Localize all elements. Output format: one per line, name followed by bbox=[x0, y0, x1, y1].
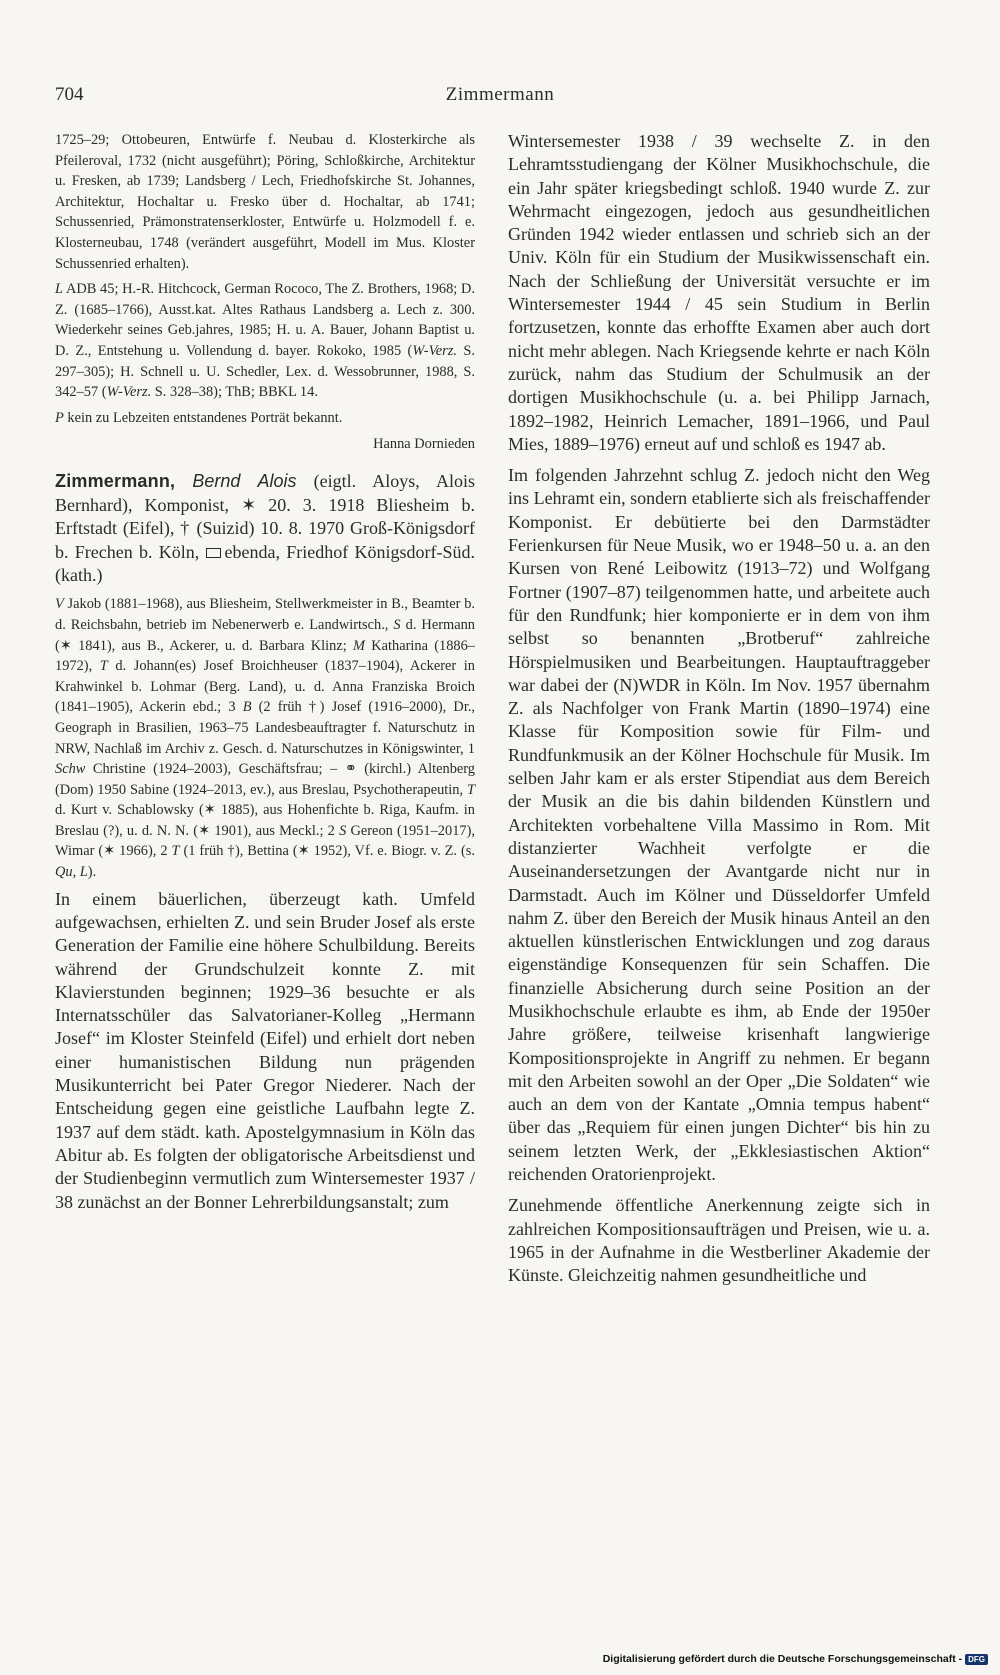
portrait-marker: P bbox=[55, 409, 64, 426]
entry-surname: Zimmermann, bbox=[55, 471, 176, 492]
entry-header: Zimmermann, Bernd Alois (eigtl. Aloys, Alois Bernhard), Komponist, ✶ 20. 3. 1918 Bliesheim b. Erftstadt (Eifel), † (Suizid) 10. 8. 1970 Groß-Königsdorf b. Frechen b. Köln, ebenda, Friedhof Königsdorf-Süd. (kath.) bbox=[55, 471, 475, 585]
running-title: Zimmermann bbox=[445, 84, 555, 105]
grave-icon bbox=[206, 548, 221, 558]
funding-footer bbox=[603, 1653, 988, 1665]
literature-marker: L bbox=[55, 281, 64, 298]
page-number: 704 bbox=[55, 84, 84, 105]
genealogy-section: V Jakob (1881–1968), aus Bliesheim, Stellwerkmeister in B., Beamter b. d. Reichsbahn, betrieb im Nebenerwerb e. Landwirtsch., S d. Hermann (✶ 1841), aus B., Ackerer, u. d. Barbara Klinz; M Katharina (1886–1972), T d. Johann(es) Josef Broichheuser (1837–1904), Ackerer in Krahwinkel b. Lohmar (Berg. Land), u. d. Anna Franziska Broich (1841–1905), Ackerin ebd.; 3 B (2 früh †) Josef (1916–2000), Dr., Geograph in Brasilien, 1963–75 Landesbeauftragter f. Naturschutz in NRW, Nachlaß im Archiv z. Gesch. d. Naturschutzes in Königswinter, 1 Schw Christine (1924–2003), Geschäftsfrau; – ⚭ (kirchl.) Altenberg (Dom) 1950 Sabine (1924–2013, ev.), aus Breslau, Psychotherapeutin, T d. Kurt v. Schablowsky (✶ 1885), aus Hohenfichte b. Riga, Kaufm. in Breslau (?), u. d. N. N. (✶ 1901), aus Meckl.; 2 S Gereon (1951–2017), Wimar (✶ 1966), 2 T (1 früh †), Bettina (✶ 1952), Vf. e. Biogr. v. Z. (s. Qu, L). bbox=[55, 596, 476, 881]
right-column bbox=[508, 130, 930, 1296]
previous-entry-works: 1725–29; Ottobeuren, Entwürfe f. Neubau d. Klosterkirche als Pfeileroval, 1732 (nicht ausgeführt); Pöring, Schloßkirche, Architektur u. Fresken, ab 1739; Landsberg / Lech, Friedhofskirche St. Johannes, Architektur, Hochaltar u. Fresko über d. Hochaltar, ab 1741; Schussenried, Prämonstratenserkloster, Entwürfe u. Holzmodell f. e. Klosterneubau, 1748 (verändert ausgeführt, Modell im Mus. Kloster Schussenried erhalten). bbox=[55, 132, 475, 272]
dfg-logo: DFG bbox=[965, 1654, 988, 1665]
entry-given-names: Bernd Alois bbox=[192, 471, 297, 492]
author-signature: Hanna Dornieden bbox=[373, 436, 475, 453]
biography-paragraph-4: Zunehmende öffentliche Anerkennung zeigte sich in zahlreichen Kompositionsaufträgen und Preisen, wie u. a. 1965 in der Aufnahme in die Westberliner Akademie der Künste. Gleichzeitig nahmen gesundheitliche und bbox=[508, 1195, 930, 1286]
biography-paragraph-2: Wintersemester 1938 / 39 wechselte Z. in den Lehramtsstudiengang der Kölner Musikhochschule, die ein Jahr später kriegsbedingt schloß. 1940 wurde Z. zur Wehrmacht eingezogen, jedoch aus gesundheitlichen Gründen 1942 wieder entlassen und schrieb sich an der Univ. Köln für ein Studium der Musikwissenschaft ein. Nach der Schließung der Universität versuchte er im Wintersemester 1944 / 45 sein Studium in Berlin fortzusetzen, konnte das erhoffte Examen aber auch dort nicht mehr ablegen. Nach Kriegsende kehrte er nach Köln zurück, nahm das Studium der Schulmusik an der dortigen Musikhochschule (u. a. bei Philipp Jarnach, 1892–1982, Heinrich Lemacher, 1891–1966, und Paul Mies, 1889–1976) erneut auf und schloß es 1947 ab. bbox=[508, 131, 930, 454]
biography-paragraph-3: Im folgenden Jahrzehnt schlug Z. jedoch nicht den Weg ins Lehramt ein, sondern etablierte sich als freischaffender Komponist. Er debütierte bei den Darmstädter Ferienkursen für Neue Musik, wo er 1948–50 u. a. an den Kursen von René Leibowitz (1913–72) und Wolfgang Fortner (1907–87) teilgenommen hatte, und arbeitete auch für den Rundfunk; hier komponierte er in dem von ihm selbst so benannten „Brotberuf“ zahlreiche Hörspielmusiken und Bearbeitungen. Hauptauftraggeber war dabei der (N)WDR in Köln. Im Nov. 1957 übernahm Z. als Nachfolger von Frank Martin (1890–1974) eine Klasse für Komposition sowie für Film- und Rundfunkmusik an der Kölner Hochschule für Musik. Im selben Jahr kam er als erster Stipendiat aus dem Bereich der Musik an die bis dahin bildenden Künstlern und Architekten vorbehaltene Villa Massimo in Rom. Mit distanzierter Wachheit verfolgte er die Auseinandersetzungen der Avantgarde nicht nur in Darmstadt. Auch im Kölner und Düsseldorfer Umfeld nahm Z. über den Bereich der Musik hinaus Anteil an den aktuellen künstlerischen Entwicklungen und zog daraus eigenständige Konsequenzen für sein Schaffen. Die finanzielle Absicherung durch seine Position an der Musikhochschule erlaubte es ihm, ab Ende der 1950er Jahre größere, teilweise krisenhaft langwierige Kompositionsprojekte in Angriff zu nehmen. Er begann mit den Arbeiten sowohl an der Oper „Die Soldaten“ wie auch an dem von der Kantate „Omnia tempus habent“ über das „Requiem für einen jungen Dichter“ bis hin zu seinem letzten Werk, der „Ekklesiastischen Aktion“ reichenden Oratorienprojekt. bbox=[508, 465, 930, 1185]
literature-section: L ADB 45; H.-R. Hitchcock, German Rococo, The Z. Brothers, 1968; D. Z. (1685–1766), Ausst.kat. Altes Rathaus Landsberg a. Lech z. 300. Wiederkehr seines Geb.jahres, 1985; H. u. A. Bauer, Johann Baptist u. D. Z., Entstehung u. Vollendung d. bayer. Rokoko, 1985 (W-Verz. S. 297–305); H. Schnell u. U. Schedler, Lex. d. Wessobrunner, 1988, S. 342–57 (W-Verz. S. 328–38); ThB; BBKL 14. bbox=[55, 281, 475, 401]
funding-note: Digitalisierung gefördert durch die Deutsche Forschungsgemeinschaft - bbox=[602, 1653, 963, 1665]
left-column bbox=[55, 130, 475, 1222]
biography-paragraph-1: In einem bäuerlichen, überzeugt kath. Umfeld aufgewachsen, erhielten Z. und sein Bruder Josef als erste Generation der Familie eine höhere Schulbildung. Bereits während der Grundschulzeit konnte Z. mit Klavierstunden beginnen; 1929–36 besuchte er als Internatsschüler das Salvatorianer-Kolleg „Hermann Josef“ im Kloster Steinfeld (Eifel) und erhielt dort neben einer humanistischen Bildung nun prägenden Musikunterricht bei Pater Gregor Niederer. Nach der Entscheidung gegen eine geistliche Laufbahn legte Z. 1937 auf dem städt. kath. Apostelgymnasium in Köln das Abitur ab. Es folgten der obligatorische Arbeitsdienst und der Studienbeginn vermutlich zum Wintersemester 1937 / 38 zunächst an der Bonner Lehrerbildungsanstalt; zum bbox=[55, 888, 475, 1212]
portrait-section: P kein zu Lebzeiten entstandenes Porträt bekannt. bbox=[55, 409, 343, 426]
